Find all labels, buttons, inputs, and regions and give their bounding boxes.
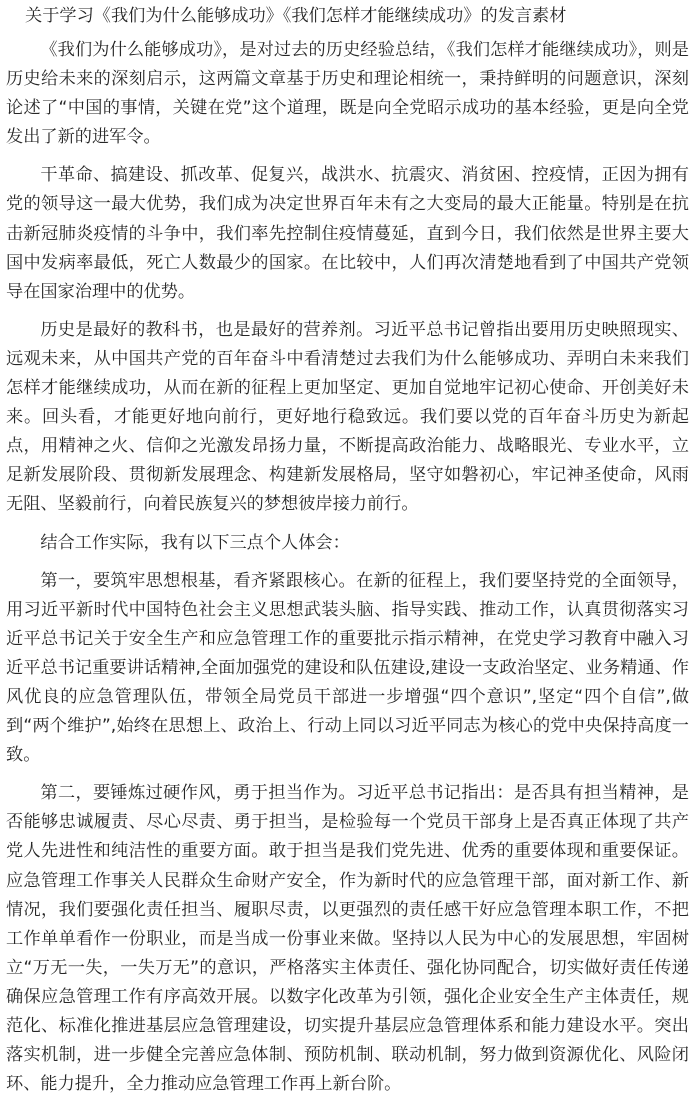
paragraph-personal-insights: 结合工作实际，我有以下三点个人体会： [40, 532, 350, 553]
paragraph-point-one: 第一，要筑牢思想根基，看齐紧跟核心。在新的征程上，我们要坚持党的全面领导，用习近平新时代中国特色社会主义思想武装头脑、指导实践、推动工作，认真贯彻落实习近平总书记关于安全生产和应急管理工作的重要批示指示精神，在党史学习教育中融入习近平总书记重要讲话精神,全面加强党的建设和队伍建设,建设一支政治坚定、业务精通、作风优良的应急管理队伍，带领全局党员干部进一步增强“四个意识”,坚定“四个自信”,做到“两个维护”,始终在思想上、政治上、行动上同以习近平同志为核心的党中央保持高度一致。 [6, 570, 689, 766]
paragraph-point-two: 第二，要锤炼过硬作风，勇于担当作为。习近平总书记指出：是否具有担当精神，是否能够忠诚履责、尽心尽责、勇于担当，是检验每一个党员干部身上是否真正体现了共产党人先进性和纯洁性的重要方面。敢于担当是我们党先进、优秀的重要体现和重要保证。应急管理工作事关人民群众生命财产安全，作为新时代的应急管理干部，面对新工作、新情况，我们要强化责任担当、履职尽责，以更强烈的责任感干好应急管理本职工作，不把工作单单看作一份职业，而是当成一份事业来做。坚持以人民为中心的发展思想，牢固树立“万无一失，一失万无”的意识，严格落实主体责任、强化协同配合，切实做好责任传递确保应急管理工作有序高效开展。以数字化改革为引领，强化企业安全生产主体责任，规范化、标准化推进基层应急管理建设，切实提升基层应急管理体系和能力建设水平。突出落实机制，进一步健全完善应急体制、预防机制、联动机制，努力做到资源优化、风险闭环、能力提升，全力推动应急管理工作再上新台阶。 [6, 783, 689, 1095]
document-title: 关于学习《我们为什么能够成功》《我们怎样才能继续成功》的发言素材 [25, 6, 567, 26]
paragraph-intro: 《我们为什么能够成功》，是对过去的历史经验总结，《我们怎样才能继续成功》，则是历史给未来的深刻启示，这两篇文章基于历史和理论相统一，秉持鲜明的问题意识，深刻论述了“中国的事情，关键在党”这个道理，既是向全党昭示成功的基本经验，更是向全党发出了新的进军令。 [6, 40, 689, 148]
paragraph-history: 历史是最好的教科书，也是最好的营养剂。习近平总书记曾指出要用历史映照现实、远观未来，从中国共产党的百年奋斗中看清楚过去我们为什么能够成功、弄明白未来我们怎样才能继续成功，从而在新的征程上更加坚定、更加自觉地牢记初心使命、开创美好未来。回头看，才能更好地向前行，更好地行稳致远。我们要以党的百年奋斗历史为新起点，用精神之火、信仰之光激发昂扬力量，不断提高政治能力、战略眼光、专业水平，立足新发展阶段、贯彻新发展理念、构建新发展格局，坚守如磐初心，牢记神圣使命，风雨无阻、坚毅前行，向着民族复兴的梦想彼岸接力前行。 [6, 319, 689, 515]
paragraph-party-leadership: 干革命、搞建设、抓改革、促复兴，战洪水、抗震灾、消贫困、控疫情，正因为拥有党的领导这一最大优势，我们成为决定世界百年未有之大变局的最大正能量。特别是在抗击新冠肺炎疫情的斗争中，我们率先控制住疫情蔓延，直到今日，我们依然是世界主要大国中发病率最低，死亡人数最少的国家。在比较中，人们再次清楚地看到了中国共产党领导在国家治理中的优势。 [6, 165, 689, 302]
